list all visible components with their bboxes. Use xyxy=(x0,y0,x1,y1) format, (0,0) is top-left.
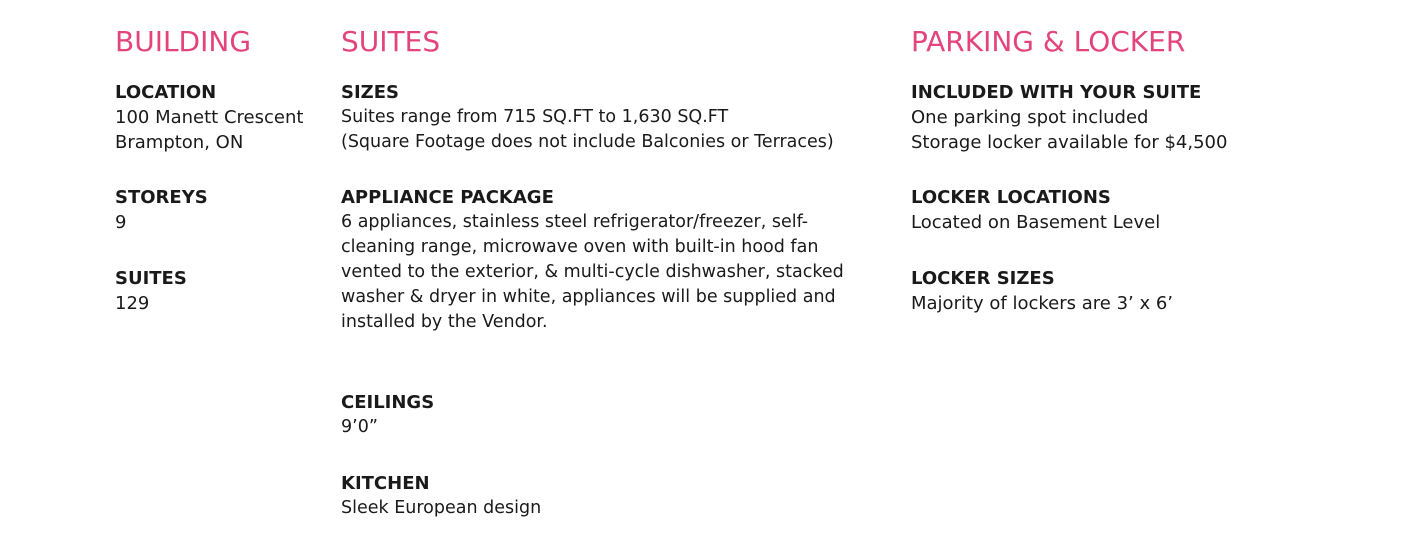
location-label: LOCATION xyxy=(115,82,217,103)
included-field xyxy=(911,80,1351,155)
suites-count-label: SUITES xyxy=(115,268,187,289)
building-heading: BUILDING xyxy=(115,25,252,58)
appliance-value: 6 appliances, stainless steel refrigerator/freezer, self- cleaning range, microwave oven with built-in hood fan vented to the exterior, & multi-cycle dishwasher, stacked washer & dryer in white, appliances will be supplied and installed by the Vendor. xyxy=(341,212,844,332)
building-column xyxy=(115,22,330,316)
locker-locations-label: LOCKER LOCATIONS xyxy=(911,187,1111,208)
kitchen-label: KITCHEN xyxy=(341,473,430,494)
kitchen-field xyxy=(341,471,901,521)
included-value: One parking spot included Storage locker available for $4,500 xyxy=(911,107,1228,153)
locker-sizes-value: Majority of lockers are 3’ x 6’ xyxy=(911,293,1174,314)
locker-locations-value: Located on Basement Level xyxy=(911,212,1161,233)
location-field xyxy=(115,80,330,155)
appliance-field xyxy=(341,185,901,335)
ceilings-field xyxy=(341,390,901,440)
storeys-field xyxy=(115,185,330,235)
suites-column xyxy=(341,22,901,521)
sizes-value: Suites range from 715 SQ.FT to 1,630 SQ.FT (Square Footage does not include Balconies or Terraces) xyxy=(341,107,834,152)
locker-sizes-field xyxy=(911,266,1351,316)
kitchen-value: Sleek European design xyxy=(341,498,542,518)
suites-count-value: 129 xyxy=(115,293,150,314)
locker-locations-field xyxy=(911,185,1351,235)
parking-heading: PARKING & LOCKER xyxy=(911,25,1186,58)
ceilings-value: 9’0” xyxy=(341,417,378,437)
locker-sizes-label: LOCKER SIZES xyxy=(911,268,1055,289)
location-value: 100 Manett Crescent Brampton, ON xyxy=(115,107,304,153)
storeys-label: STOREYS xyxy=(115,187,208,208)
suites-heading: SUITES xyxy=(341,25,441,58)
storeys-value: 9 xyxy=(115,212,127,233)
sizes-field xyxy=(341,80,901,155)
appliance-label: APPLIANCE PACKAGE xyxy=(341,187,554,208)
parking-column xyxy=(911,22,1351,316)
sizes-label: SIZES xyxy=(341,82,399,103)
suites-count-field xyxy=(115,266,330,316)
included-label: INCLUDED WITH YOUR SUITE xyxy=(911,82,1202,103)
ceilings-label: CEILINGS xyxy=(341,392,435,413)
